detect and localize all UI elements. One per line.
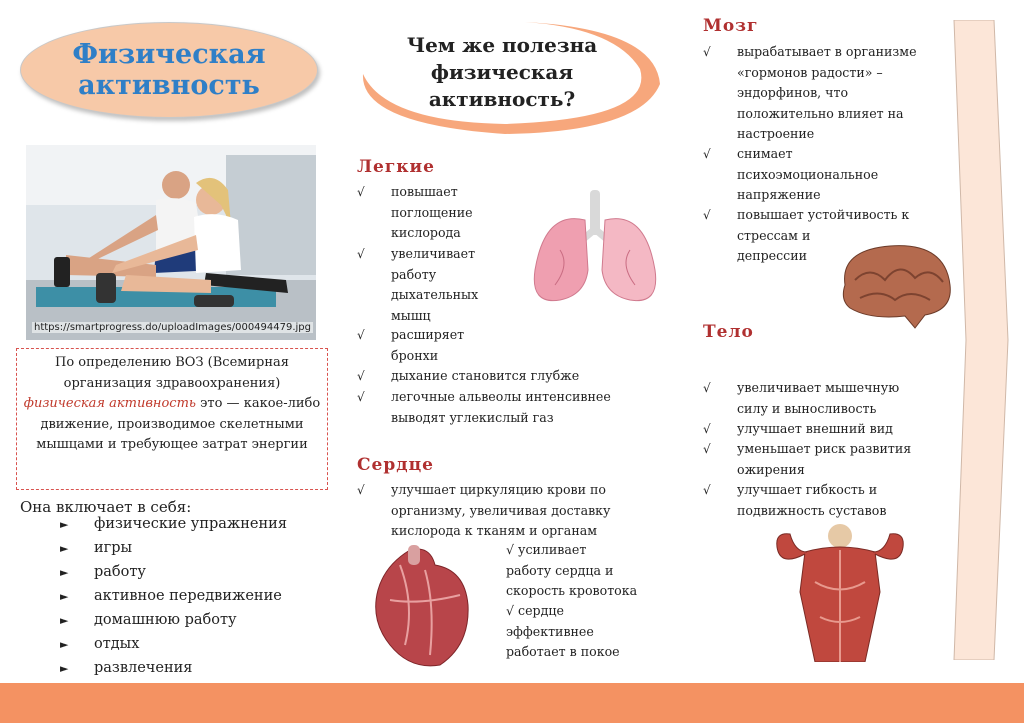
check-icon: √ (703, 483, 711, 497)
brain-illustration (835, 240, 955, 330)
body-list (703, 378, 948, 523)
muscles-illustration (765, 522, 915, 662)
list-item: √ увеличивает работу дыхательных мышц (357, 246, 479, 323)
list-item: √ дыхание становится глубже (357, 366, 579, 387)
list-item: √ легочные альвеолы интенсивнее выводят углекислый газ (357, 389, 611, 425)
check-icon: √ (357, 328, 365, 342)
list-item: √ увеличивает мышечную силу и выносливость (703, 380, 900, 416)
title-oval (20, 22, 318, 118)
body-heading: Тело (703, 322, 754, 342)
bottom-bar (0, 683, 1024, 723)
check-icon: √ (357, 369, 365, 383)
check-icon: √ (703, 147, 711, 161)
includes-title: Она включает в себя: (20, 498, 192, 516)
brain-list (703, 42, 948, 272)
arrow-bullet-icon: ► (60, 662, 69, 675)
list-item: ► физические упражнения (60, 516, 287, 532)
check-icon: √ (703, 208, 711, 222)
list-item: √ снимает психоэмоциональное напряжение (703, 146, 879, 202)
list-item: ► работу (60, 564, 146, 580)
brain-heading: Мозг (703, 16, 759, 36)
list-item: √ улучшает циркуляцию крови по организму, увеличивая доставку кислорода к тканям и органам (357, 482, 611, 538)
list-item: √ повышает поглощение кислорода (357, 184, 473, 240)
photo-source-url: https://smartprogress.do/uploadImages/000494479.jpg (34, 322, 312, 333)
list-item: √ улучшает гибкость и подвижность суставов (703, 482, 887, 518)
arrow-bullet-icon: ► (60, 590, 69, 603)
arrow-bullet-icon: ► (60, 614, 69, 627)
lungs-illustration (530, 190, 660, 315)
lungs-heading: Легкие (357, 157, 435, 177)
definition-text-2: это — какое-либо движение, производимое скелетными мышцами и требующее затрат энергии (36, 396, 321, 452)
list-item: √ улучшает внешний вид (703, 419, 893, 440)
heart-item-3: √ сердце эффективнее работает в покое (506, 603, 620, 659)
question-heading: Чем же полезна физическая активность? (406, 33, 598, 111)
check-icon: √ (357, 185, 365, 199)
check-icon: √ (703, 442, 711, 456)
check-icon: √ (357, 390, 365, 404)
arrow-bullet-icon: ► (60, 518, 69, 531)
arrow-bullet-icon: ► (60, 638, 69, 651)
arrow-bullet-icon: ► (60, 542, 69, 555)
exercise-photo (26, 145, 316, 340)
heart-heading: Сердце (357, 455, 434, 475)
arrow-decoration (952, 20, 1010, 660)
heart-item-2: √ усиливает работу сердца и скорость кровотока (506, 542, 638, 598)
check-icon: √ (703, 422, 711, 436)
check-icon: √ (703, 381, 711, 395)
list-item: ► развлечения (60, 660, 193, 676)
check-icon: √ (357, 483, 365, 497)
heart-illustration (370, 545, 475, 670)
check-icon: √ (357, 247, 365, 261)
list-item: ► игры (60, 540, 133, 556)
arrow-bullet-icon: ► (60, 566, 69, 579)
list-item: √ расширяет бронхи (357, 327, 465, 363)
list-item: √ уменьшает риск развития ожирения (703, 441, 912, 477)
list-item: ► отдых (60, 636, 140, 652)
list-item: √ вырабатывает в организме «гормонов радости» – эндорфинов, что положительно влияет на настроение (703, 44, 917, 141)
definition-box (16, 348, 328, 490)
check-icon: √ (703, 45, 711, 59)
definition-text-1: По определению ВОЗ (Всемирная организация здравоохранения) (55, 355, 289, 391)
definition-highlight: физическая активность (23, 396, 196, 411)
list-item: ► домашнюю работу (60, 612, 237, 628)
list-item: √ повышает устойчивость к стрессам и депрессии (703, 207, 910, 263)
list-item: ► активное передвижение (60, 588, 282, 604)
page-title: Физическая активность (72, 39, 266, 101)
